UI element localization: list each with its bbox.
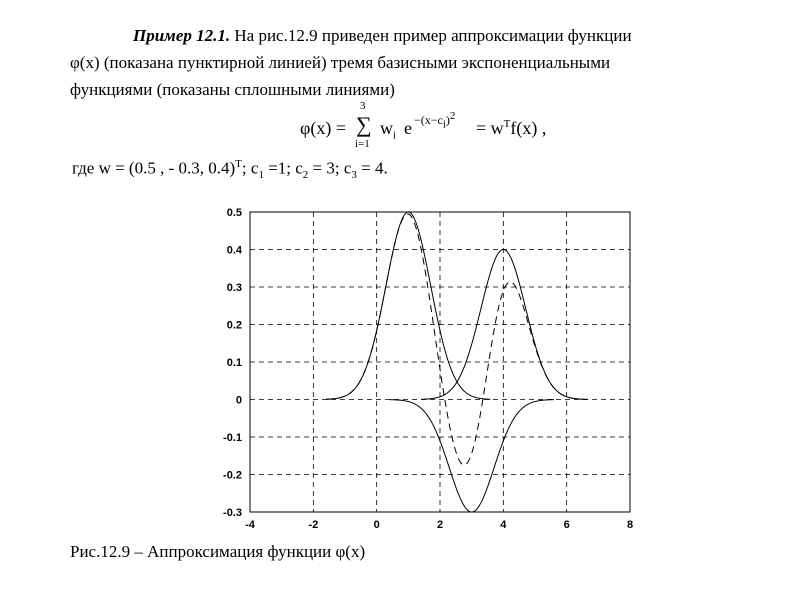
y-tick-label: 0.2 — [226, 319, 242, 332]
formula-weight: $w_i$ — [380, 118, 397, 142]
example-paragraph-line-3: функциями (показаны сплошными линиями) — [70, 80, 395, 99]
formula-rhs: = $w^Tf(x)$ , — [476, 118, 547, 138]
basis-curve-1 — [326, 212, 490, 399]
x-tick-label: -2 — [308, 519, 319, 531]
x-tick-label: 0 — [373, 519, 380, 531]
y-tick-label: 0.4 — [226, 244, 242, 257]
example-intro-text: На рис.12.9 приведен пример аппроксимации функции — [230, 26, 632, 45]
example-paragraph-line-2: φ(x) (показана пунктирной линией) тремя базисными экспоненциальными — [70, 53, 611, 72]
y-tick-label: 0.1 — [226, 357, 242, 369]
y-tick-label: -0.3 — [223, 507, 242, 519]
formula-sum-lower: i=1 — [355, 138, 370, 150]
formula-exponent: $-(x-c_i)^2$ — [414, 110, 456, 131]
x-tick-label: 4 — [500, 519, 507, 531]
approximated-function-curve — [326, 214, 588, 465]
formula-lhs: φ(x) = — [300, 118, 347, 138]
formula-sum-upper: 3 — [360, 100, 366, 112]
x-tick-label: 6 — [563, 519, 570, 531]
example-heading: Пример 12.1. — [133, 26, 231, 45]
y-tick-label: 0.3 — [226, 282, 242, 294]
x-tick-label: 2 — [436, 519, 444, 531]
basis-curve-2 — [390, 400, 554, 512]
parameters-line: где w = (0.5 , - 0.3, 0.4)$^T$; $c_1 =1$; $c_2 = 3$; $c_3 = 4$. — [72, 158, 388, 182]
figure-caption: Рис.12.9 – Аппроксимация функции φ(x) — [70, 542, 366, 561]
x-tick-label: -4 — [245, 519, 255, 531]
x-tick-label: 8 — [626, 519, 634, 531]
y-tick-label: 0.5 — [226, 207, 242, 219]
y-tick-label: 0 — [235, 394, 242, 407]
formula-exp-base: e — [404, 118, 412, 138]
y-tick-label: -0.2 — [223, 469, 242, 482]
formula-sum-symbol: ∑ — [356, 112, 372, 137]
y-tick-label: -0.1 — [223, 432, 242, 444]
